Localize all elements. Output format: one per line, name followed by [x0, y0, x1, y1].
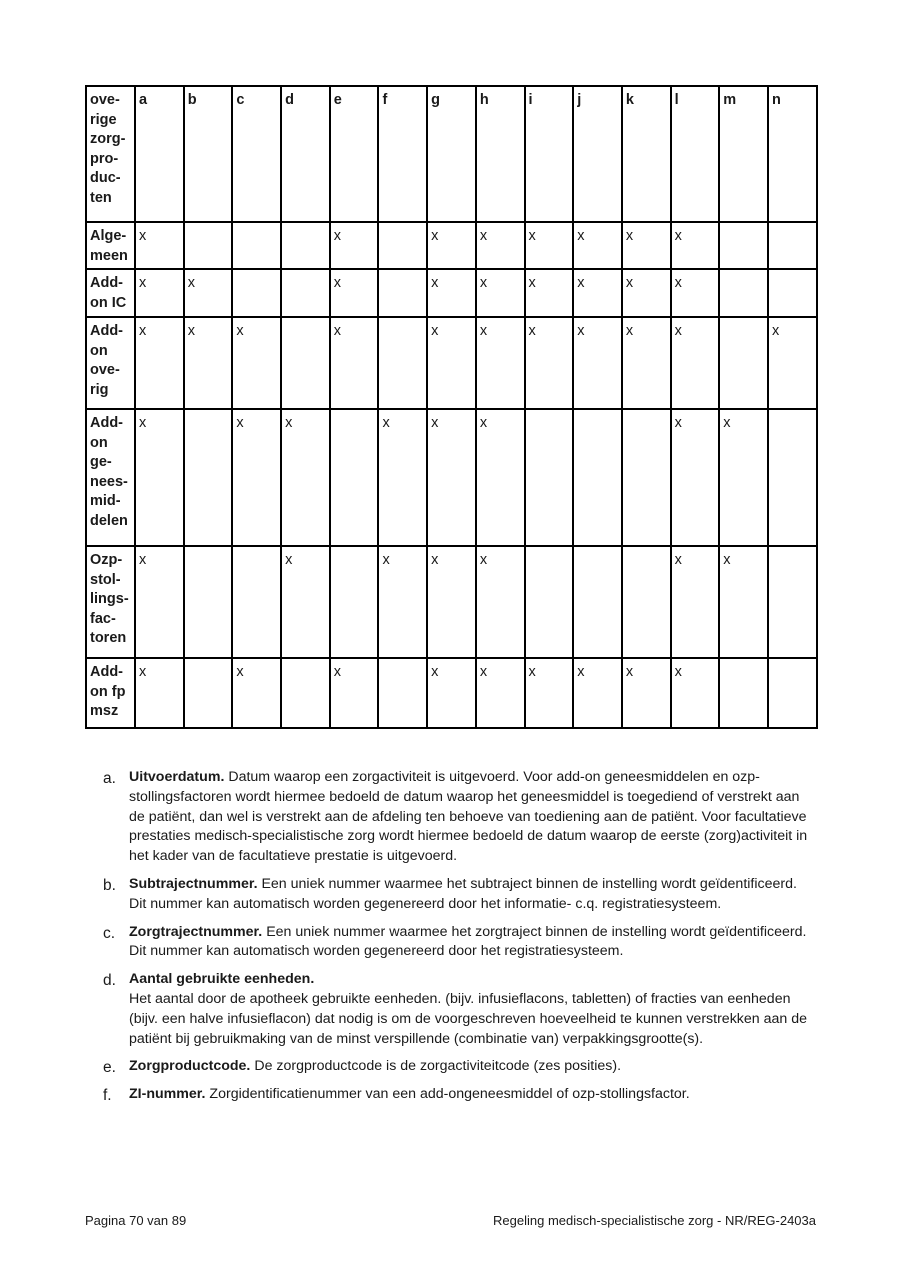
- column-header: f: [378, 86, 427, 222]
- table-cell: x: [427, 546, 476, 658]
- definition-text: Een uniek nummer waarmee het zorgtraject binnen de instelling wordt geïdentificeerd. Dit nummer kan automatisch worden gegenereerd door het registratiesysteem.: [129, 923, 807, 960]
- table-header-row: [86, 86, 817, 222]
- table-cell: [184, 409, 233, 546]
- table-cell: x: [573, 269, 622, 317]
- table-cell: x: [135, 317, 184, 409]
- column-header: b: [184, 86, 233, 222]
- definition-letter: e.: [103, 1059, 116, 1077]
- definition-item: [103, 923, 815, 963]
- table-cell: x: [622, 269, 671, 317]
- table-cell: x: [525, 658, 574, 728]
- column-header: i: [525, 86, 574, 222]
- table-cell: [281, 222, 330, 269]
- table-cell: [719, 658, 768, 728]
- table-cell: x: [671, 222, 720, 269]
- table-cell: [232, 269, 281, 317]
- table-cell: [525, 546, 574, 658]
- column-header: l: [671, 86, 720, 222]
- table-cell: [525, 409, 574, 546]
- table-cell: [719, 269, 768, 317]
- table-cell: x: [622, 317, 671, 409]
- column-header: h: [476, 86, 525, 222]
- page-number: Pagina 70 van 89: [85, 1213, 187, 1228]
- definition-text: Een uniek nummer waarmee het subtraject binnen de instelling wordt geïdentificeerd. Dit nummer kan automatisch worden gegenereerd door het informatie- c.q. registratiesysteem.: [129, 875, 797, 912]
- table-cell: x: [476, 658, 525, 728]
- definition-text: Het aantal door de apotheek gebruikte eenheden. (bijv. infusieflacons, tabletten) of fracties van eenheden (bijv. een halve infusieflacon) dat nodig is om de voorgeschreven hoeveelheid te kunnen verstrekken aan de patiënt bij gebruikmaking van de minst verspillende (combinatie van) verpakkingsgrootte(s).: [129, 990, 808, 1047]
- table-cell: x: [232, 658, 281, 728]
- row-label: Add- on ge- nees- mid- delen: [86, 409, 135, 546]
- table-cell: x: [378, 546, 427, 658]
- table-cell: [378, 658, 427, 728]
- table-cell: x: [330, 317, 379, 409]
- table-cell: x: [330, 269, 379, 317]
- table-cell: x: [135, 222, 184, 269]
- definitions-list: [103, 768, 815, 1113]
- row-label: Alge- meen: [86, 222, 135, 269]
- table-cell: [719, 317, 768, 409]
- table-cell: x: [476, 409, 525, 546]
- table-cell: x: [184, 317, 233, 409]
- document-title: Regeling medisch-specialistische zorg - NR/REG-2403a: [493, 1213, 816, 1228]
- table-cell: x: [525, 222, 574, 269]
- column-header: a: [135, 86, 184, 222]
- table-cell: [768, 222, 817, 269]
- table-row: [86, 409, 817, 546]
- table-cell: x: [719, 546, 768, 658]
- table-cell: x: [427, 222, 476, 269]
- definition-letter: c.: [103, 924, 116, 942]
- table-cell: x: [135, 658, 184, 728]
- data-requirements-table: [85, 85, 818, 729]
- table-row: [86, 222, 817, 269]
- table-cell: [719, 222, 768, 269]
- row-label: Ozp- stol- lings- fac- toren: [86, 546, 135, 658]
- table-cell: x: [330, 658, 379, 728]
- definition-text: Datum waarop een zorgactiviteit is uitgevoerd. Voor add-on geneesmiddelen en ozp-stollingsfactoren wordt hiermee bedoeld de datum waarop het geneesmiddel is toegediend of verstrekt aan de patiënt, dan wel is verstrekt aan de afdeling ten behoeve van toediening aan de patiënt. Voor facultatieve prestaties medisch-specialistische zorg wordt hiermee bedoeld de datum waarop de eerste (zorg)activiteit in het kader van de facultatieve prestatie is uitgevoerd.: [129, 769, 808, 865]
- row-label: Add- on fp msz: [86, 658, 135, 728]
- table-cell: [281, 658, 330, 728]
- table-cell: x: [622, 658, 671, 728]
- definition-item: [103, 1057, 815, 1077]
- column-header: k: [622, 86, 671, 222]
- definition-item: [103, 970, 815, 1049]
- table-cell: [378, 269, 427, 317]
- definition-letter: d.: [103, 972, 116, 990]
- row-label: Add- on ove- rig: [86, 317, 135, 409]
- definition-term: Zorgproductcode.: [129, 1058, 251, 1075]
- table-cell: x: [427, 317, 476, 409]
- column-header: e: [330, 86, 379, 222]
- table-cell: [768, 409, 817, 546]
- column-header: d: [281, 86, 330, 222]
- table-cell: x: [330, 222, 379, 269]
- table-cell: x: [671, 317, 720, 409]
- table-cell: x: [573, 222, 622, 269]
- table-cell: [330, 546, 379, 658]
- table-cell: [184, 546, 233, 658]
- table-cell: [768, 269, 817, 317]
- definition-item: [103, 1085, 815, 1105]
- table-cell: [281, 269, 330, 317]
- table-cell: x: [476, 269, 525, 317]
- table-cell: x: [476, 317, 525, 409]
- table-cell: x: [232, 409, 281, 546]
- definition-text: De zorgproductcode is de zorgactiviteitcode (zes posities).: [250, 1058, 622, 1075]
- definition-letter: b.: [103, 876, 116, 894]
- table-body: [86, 86, 817, 728]
- table-cell: x: [768, 317, 817, 409]
- table-cell: x: [525, 269, 574, 317]
- table-cell: [378, 317, 427, 409]
- table-cell: x: [135, 409, 184, 546]
- definition-term: Subtrajectnummer.: [129, 875, 258, 892]
- table-cell: x: [525, 317, 574, 409]
- table-cell: [768, 546, 817, 658]
- table-cell: [768, 658, 817, 728]
- table-cell: x: [719, 409, 768, 546]
- definition-text: Zorgidentificatienummer van een add-ongeneesmiddel of ozp-stollingsfactor.: [205, 1086, 690, 1103]
- column-header: n: [768, 86, 817, 222]
- column-header: j: [573, 86, 622, 222]
- table-cell: [573, 409, 622, 546]
- table-cell: [573, 546, 622, 658]
- table-cell: x: [427, 658, 476, 728]
- table-cell: x: [281, 409, 330, 546]
- table-cell: x: [573, 317, 622, 409]
- table-cell: x: [671, 409, 720, 546]
- table-cell: [232, 546, 281, 658]
- column-header: g: [427, 86, 476, 222]
- corner-header-cell: ove- rige zorg- pro- duc- ten: [86, 86, 135, 222]
- definition-letter: a.: [103, 770, 116, 787]
- definition-item: [103, 875, 815, 915]
- table-row: [86, 317, 817, 409]
- table-row: [86, 269, 817, 317]
- table-cell: x: [476, 546, 525, 658]
- definition-letter: f.: [103, 1087, 112, 1105]
- definition-term: ZI-nummer.: [129, 1086, 206, 1103]
- table-cell: [232, 222, 281, 269]
- table-cell: x: [671, 269, 720, 317]
- column-header: m: [719, 86, 768, 222]
- table-cell: x: [671, 658, 720, 728]
- table-cell: [622, 409, 671, 546]
- definition-term: Uitvoerdatum.: [129, 769, 225, 785]
- table-cell: x: [427, 409, 476, 546]
- table-cell: [281, 317, 330, 409]
- table-cell: x: [281, 546, 330, 658]
- table-cell: [184, 222, 233, 269]
- definition-term: Aantal gebruikte eenheden.: [129, 971, 315, 988]
- table-cell: x: [476, 222, 525, 269]
- table-cell: x: [135, 546, 184, 658]
- column-header: c: [232, 86, 281, 222]
- table-cell: x: [671, 546, 720, 658]
- definition-item: [103, 768, 815, 867]
- table-cell: x: [232, 317, 281, 409]
- table-cell: x: [135, 269, 184, 317]
- table-cell: [330, 409, 379, 546]
- definition-term: Zorgtrajectnummer.: [129, 923, 263, 940]
- table-cell: x: [378, 409, 427, 546]
- row-label: Add- on IC: [86, 269, 135, 317]
- table-cell: x: [184, 269, 233, 317]
- table-cell: [378, 222, 427, 269]
- table-cell: x: [573, 658, 622, 728]
- table-row: [86, 658, 817, 728]
- table-row: [86, 546, 817, 658]
- page-footer: [85, 1213, 816, 1228]
- table-cell: [184, 658, 233, 728]
- table-cell: x: [622, 222, 671, 269]
- table-cell: x: [427, 269, 476, 317]
- table-cell: [622, 546, 671, 658]
